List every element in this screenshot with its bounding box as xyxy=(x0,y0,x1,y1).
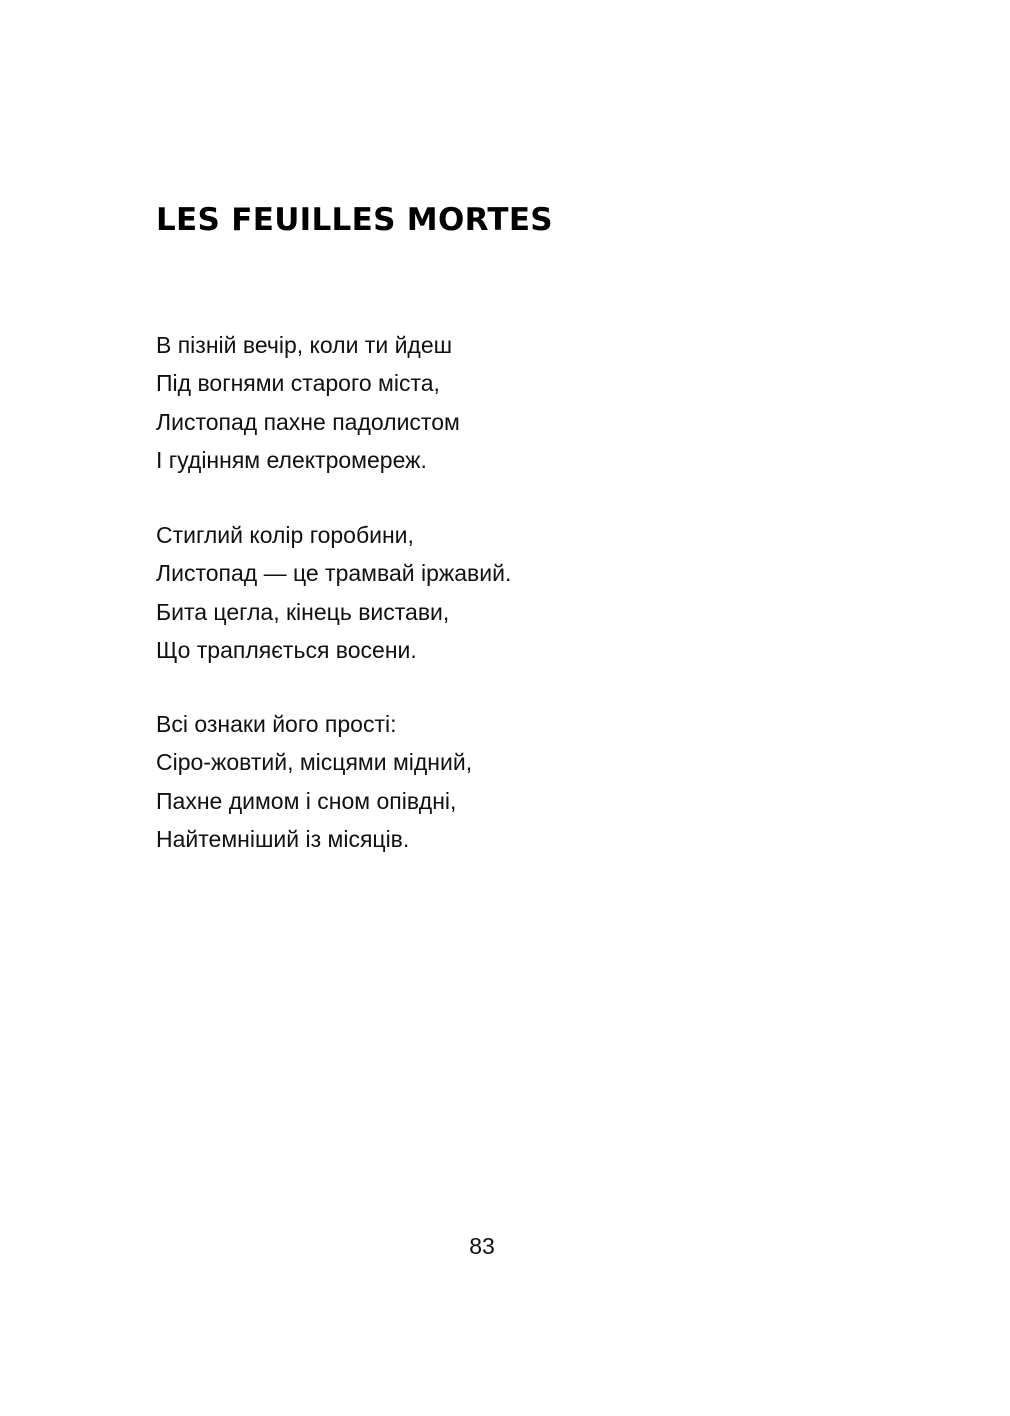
stanza-3 xyxy=(156,705,472,858)
poem-line: Листопад — це трамвай іржавий. xyxy=(156,560,512,587)
poem-line: Листопад пахне падолистом xyxy=(156,408,460,435)
poem-title: LES FEUILLES MORTES xyxy=(156,202,553,238)
poem-line: Сіро-жовтий, місцями мідний, xyxy=(156,749,473,776)
poem-line: Під вогнями старого міста, xyxy=(156,370,440,397)
stanza-1 xyxy=(156,326,460,479)
poem-line: Найтемніший із місяців. xyxy=(156,825,410,852)
poem-line: Всі ознаки його прості: xyxy=(156,711,397,737)
poem-line: Стиглий колір горобини, xyxy=(156,522,414,548)
poem-line: І гудінням електромереж. xyxy=(156,446,427,473)
poem-line: Бита цегла, кінець вистави, xyxy=(156,598,450,625)
stanza-2 xyxy=(156,516,511,669)
poem-line: Пахне димом і сном опівдні, xyxy=(156,787,457,814)
poem-line: Що трапляється восени. xyxy=(156,636,417,663)
poem-line: В пізній вечір, коли ти йдеш xyxy=(156,332,453,358)
page-number: 83 xyxy=(469,1233,495,1259)
